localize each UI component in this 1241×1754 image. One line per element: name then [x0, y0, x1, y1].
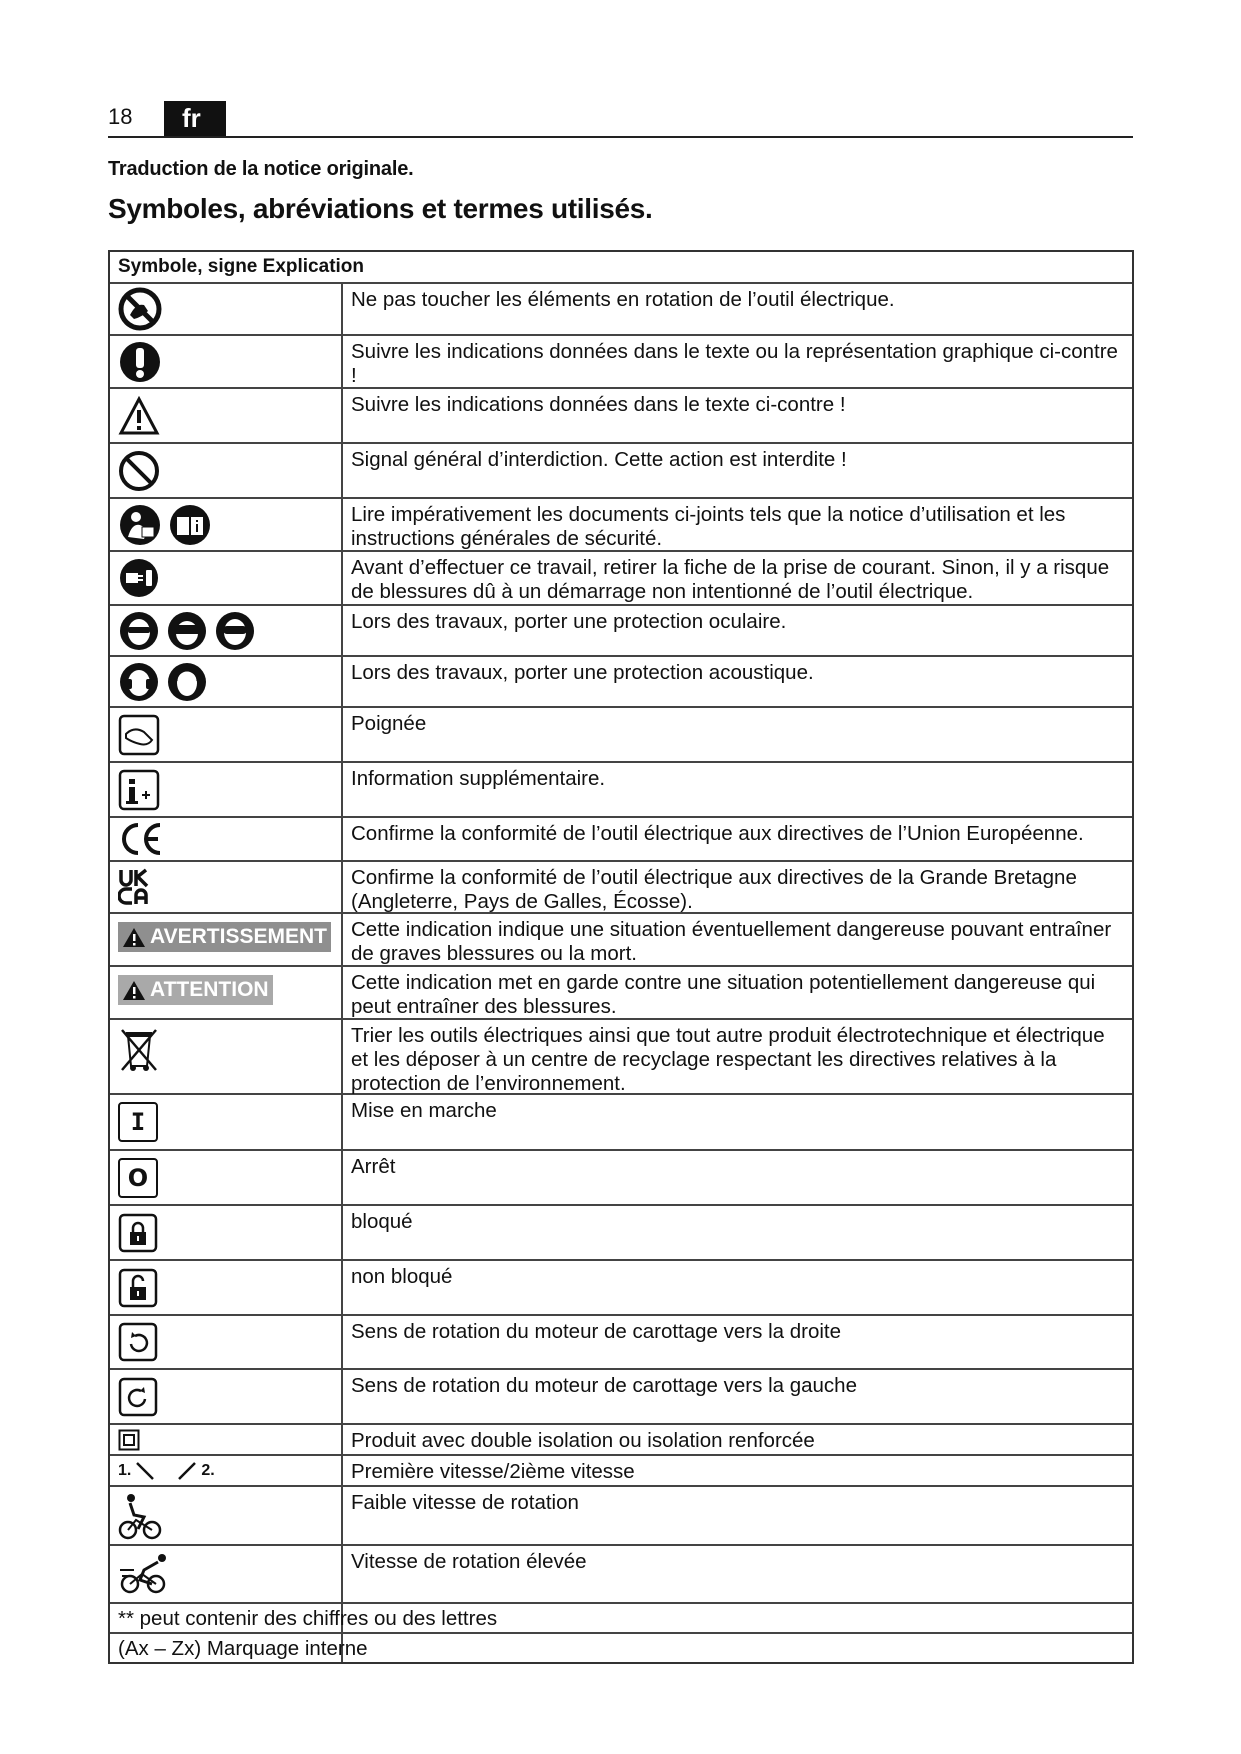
warning-triangle-icon	[118, 396, 160, 436]
attention-text: ATTENTION	[150, 978, 269, 1001]
symbol-cell	[110, 763, 343, 816]
table-row	[110, 1204, 1132, 1259]
symbol-cell	[110, 914, 343, 965]
table-row	[110, 1018, 1132, 1093]
explanation-text: Lors des travaux, porter une protection acoustique.	[351, 661, 814, 684]
symbol-cell	[110, 1316, 343, 1368]
table-row	[110, 1485, 1132, 1544]
header-rule	[108, 136, 1133, 138]
first-speed-icon	[135, 1461, 157, 1481]
symbols-table	[108, 250, 1134, 1664]
manual-book-icon	[168, 503, 212, 547]
ukca-mark-icon	[118, 867, 152, 907]
ear-protection-head-icon	[166, 661, 208, 703]
table-row	[110, 965, 1132, 1018]
no-touch-rotating-icon	[118, 287, 162, 331]
symbol-cell	[110, 1151, 343, 1204]
power-on-icon: I	[118, 1102, 158, 1142]
table-row	[110, 442, 1132, 497]
footer-cell	[110, 1634, 1132, 1662]
slow-cyclist-icon	[118, 1492, 164, 1540]
avertissement-text: AVERTISSEMENT	[150, 925, 327, 948]
table-row	[110, 860, 1132, 912]
double-insulation-icon	[118, 1429, 140, 1451]
explanation-text: Confirme la conformité de l’outil électrique aux directives de l’Union Européenne.	[351, 822, 1084, 845]
explanation-text: Cette indication met en garde contre une situation potentiellement dangereuse qui peut entraîner des blessures.	[351, 971, 1096, 1018]
symbol-cell	[110, 552, 343, 604]
table-row	[110, 550, 1132, 604]
symbol-cell	[110, 389, 343, 442]
read-manual-icon	[118, 503, 162, 547]
explanation-text: bloqué	[351, 1210, 413, 1233]
symbol-cell	[110, 606, 343, 655]
table-header-label: Symbole, signe Explication	[118, 256, 365, 277]
table-row	[110, 816, 1132, 860]
attention-label	[118, 975, 273, 1005]
symbol-cell	[110, 818, 343, 860]
explanation-text: Confirme la conformité de l’outil électrique aux directives de la Grande Bretagne (Angleterre, Pays de Galles, Écosse).	[351, 866, 1077, 913]
warning-triangle-icon	[122, 927, 146, 948]
footer-note: ** peut contenir des chiffres ou des lettres	[118, 1607, 498, 1630]
symbol-cell	[110, 336, 343, 387]
table-row	[110, 604, 1132, 655]
mandatory-exclamation-icon	[118, 340, 162, 384]
fast-cyclist-icon	[118, 1552, 170, 1596]
explanation-text: Trier les outils électriques ainsi que tout autre produit électrotechnique et électrique et les déposer à un centre de recyclage respectant les directives relatives à la protection de l’environnement.	[351, 1024, 1105, 1095]
table-row	[110, 912, 1132, 965]
second-speed-label: 2.	[201, 1461, 215, 1479]
table-row	[110, 334, 1132, 387]
explanation-text: Suivre les indications données dans le texte ci-contre !	[351, 393, 846, 416]
explanation-text: Arrêt	[351, 1155, 396, 1178]
table-header-row	[110, 252, 1132, 282]
table-row	[110, 282, 1132, 334]
header-symbol-cell	[110, 252, 365, 282]
first-speed-label: 1.	[118, 1461, 132, 1479]
symbol-cell	[110, 1425, 343, 1454]
warning-triangle-icon	[122, 980, 146, 1001]
explanation-text: Lire impérativement les documents ci-joints tels que la notice d’utilisation et les instructions générales de sécurité.	[351, 503, 1066, 550]
info-plus-icon	[118, 769, 160, 811]
ear-muffs-icon	[118, 661, 160, 703]
goggles-icon	[214, 610, 256, 652]
explanation-text: Mise en marche	[351, 1099, 497, 1122]
table-row	[110, 387, 1132, 442]
footer-cell	[110, 1604, 1132, 1632]
explanation-text: Produit avec double isolation ou isolation renforcée	[351, 1429, 815, 1452]
table-row	[110, 1314, 1132, 1368]
table-row	[110, 655, 1132, 706]
table-row	[110, 1423, 1132, 1454]
explanation-text: Vitesse de rotation élevée	[351, 1550, 587, 1573]
table-row	[110, 706, 1132, 761]
handle-icon	[118, 714, 160, 756]
footer-note: (Ax – Zx) Marquage interne	[118, 1637, 368, 1660]
power-off-icon: O	[118, 1158, 158, 1198]
symbol-cell	[110, 967, 343, 1018]
symbol-cell	[110, 1020, 343, 1093]
explanation-text: Sens de rotation du moteur de carottage vers la droite	[351, 1320, 842, 1343]
header-explanation-cell	[343, 252, 1132, 282]
face-shield-icon	[166, 610, 208, 652]
symbol-cell	[110, 444, 343, 497]
table-footer-row	[110, 1632, 1132, 1662]
symbol-cell	[110, 499, 343, 550]
table-row	[110, 1368, 1132, 1423]
symbol-cell	[110, 284, 343, 334]
table-row	[110, 1093, 1132, 1149]
locked-icon	[118, 1213, 158, 1253]
symbol-cell	[110, 1261, 343, 1314]
safety-glasses-icon	[118, 610, 160, 652]
table-row	[110, 1544, 1132, 1602]
table-row	[110, 497, 1132, 550]
second-speed-icon	[175, 1461, 197, 1481]
page-number: 18	[108, 104, 133, 129]
rotate-right-icon	[118, 1322, 158, 1362]
table-row	[110, 1454, 1132, 1485]
weee-bin-icon	[118, 1026, 160, 1074]
explanation-text: Sens de rotation du moteur de carottage vers la gauche	[351, 1374, 857, 1397]
explanation-text: Cette indication indique une situation éventuellement dangereuse pouvant entraîner de graves blessures ou la mort.	[351, 918, 1112, 965]
explanation-text: Première vitesse/2ième vitesse	[351, 1460, 635, 1483]
symbol-cell	[110, 1370, 343, 1423]
explanation-text: Poignée	[351, 712, 427, 735]
explanation-text: Signal général d’interdiction. Cette action est interdite !	[351, 448, 847, 471]
explanation-text: Suivre les indications données dans le texte ou la représentation graphique ci-contre !	[351, 340, 1118, 387]
symbol-cell	[110, 1095, 343, 1149]
explanation-text: Avant d’effectuer ce travail, retirer la fiche de la prise de courant. Sinon, il y a risque de blessures dû à un démarrage non intentionné de l’outil électrique.	[351, 556, 1110, 603]
explanation-text: Information supplémentaire.	[351, 767, 606, 790]
explanation-text: Faible vitesse de rotation	[351, 1491, 579, 1514]
table-row	[110, 761, 1132, 816]
prohibition-icon	[118, 450, 160, 492]
symbol-cell	[110, 1456, 343, 1485]
symbol-cell	[110, 862, 343, 912]
avertissement-label	[118, 922, 331, 952]
table-row	[110, 1259, 1132, 1314]
table-row	[110, 1149, 1132, 1204]
ce-mark-icon	[118, 821, 164, 857]
rotate-left-icon	[118, 1377, 158, 1417]
section-title: Symboles, abréviations et termes utilisés.	[108, 193, 653, 224]
symbol-cell	[110, 657, 343, 706]
symbol-cell	[110, 1206, 343, 1259]
symbol-cell	[110, 1546, 343, 1602]
symbol-cell	[110, 708, 343, 761]
explanation-text: Ne pas toucher les éléments en rotation de l’outil électrique.	[351, 288, 895, 311]
language-badge: fr	[164, 101, 226, 136]
unplug-icon	[118, 557, 160, 599]
explanation-text: Lors des travaux, porter une protection oculaire.	[351, 610, 787, 633]
symbol-cell	[110, 1487, 343, 1544]
unlocked-icon	[118, 1268, 158, 1308]
explanation-text: non bloqué	[351, 1265, 453, 1288]
document-subtitle: Traduction de la notice originale.	[108, 158, 414, 180]
table-footer-row	[110, 1602, 1132, 1632]
